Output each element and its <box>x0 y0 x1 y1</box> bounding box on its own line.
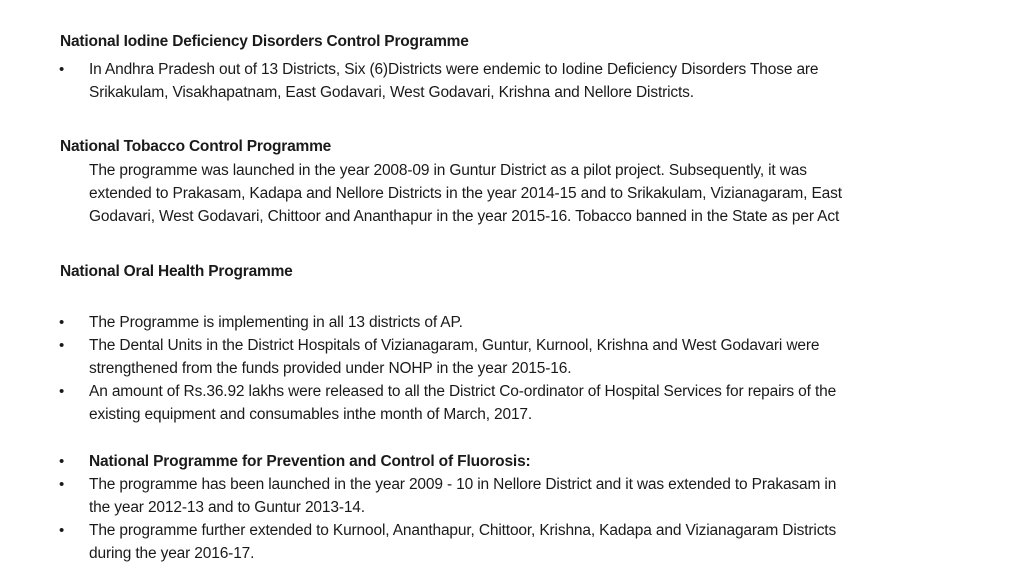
bullet-marker: • <box>59 522 65 539</box>
text-line: The Dental Units in the District Hospitals of Vizianagaram, Guntur, Kurnool, Krishna and West Godavari were <box>89 337 820 354</box>
text-line: The Programme is implementing in all 13 districts of AP. <box>89 314 463 331</box>
text-line: An amount of Rs.36.92 lakhs were released to all the District Co-ordinator of Hospital Services for repairs of the <box>89 383 837 400</box>
text-line: extended to Prakasam, Kadapa and Nellore Districts in the year 2014-15 and to Srikakulam, Vizianagaram, East <box>89 185 842 202</box>
bullet-marker: • <box>59 476 65 493</box>
iodine-paragraph <box>89 58 969 104</box>
text-line: In Andhra Pradesh out of 13 Districts, Six (6)Districts were endemic to Iodine Deficiency Disorders Those are <box>89 61 819 78</box>
tobacco-programme-heading: National Tobacco Control Programme <box>60 138 332 155</box>
text-line: The programme has been launched in the year 2009 - 10 in Nellore District and it was extended to Prakasam in <box>89 476 837 493</box>
fluorosis-programme-heading <box>89 450 969 473</box>
tobacco-paragraph <box>89 159 969 228</box>
oral-item-2 <box>89 334 969 380</box>
bullet-marker: • <box>59 337 65 354</box>
text-line: Godavari, West Godavari, Chittoor and Ananthapur in the year 2015-16. Tobacco banned in the State as per Act <box>89 208 840 225</box>
bullet-marker: • <box>59 453 65 470</box>
oral-health-programme-heading: National Oral Health Programme <box>60 263 293 280</box>
text-line: the year 2012-13 and to Guntur 2013-14. <box>89 499 365 516</box>
text-line: existing equipment and consumables inthe month of March, 2017. <box>89 406 533 423</box>
bullet-marker: • <box>59 314 65 331</box>
text-line: Srikakulam, Visakhapatnam, East Godavari, West Godavari, Krishna and Nellore Districts. <box>89 84 694 101</box>
oral-item-1 <box>89 311 969 334</box>
fluorosis-item-2 <box>89 519 969 565</box>
text-line: strengthened from the funds provided under NOHP in the year 2015-16. <box>89 360 572 377</box>
oral-item-3 <box>89 380 969 426</box>
text-line: The programme further extended to Kurnool, Ananthapur, Chittoor, Krishna, Kadapa and Vizianagaram Districts <box>89 522 837 539</box>
text-line: The programme was launched in the year 2008-09 in Guntur District as a pilot project. Subsequently, it was <box>89 162 807 179</box>
iodine-programme-heading: National Iodine Deficiency Disorders Control Programme <box>60 33 469 50</box>
fluorosis-item-1 <box>89 473 969 519</box>
text-line: National Programme for Prevention and Control of Fluorosis: <box>89 453 531 470</box>
bullet-marker: • <box>59 61 65 78</box>
bullet-marker: • <box>59 383 65 400</box>
text-line: during the year 2016-17. <box>89 545 255 562</box>
